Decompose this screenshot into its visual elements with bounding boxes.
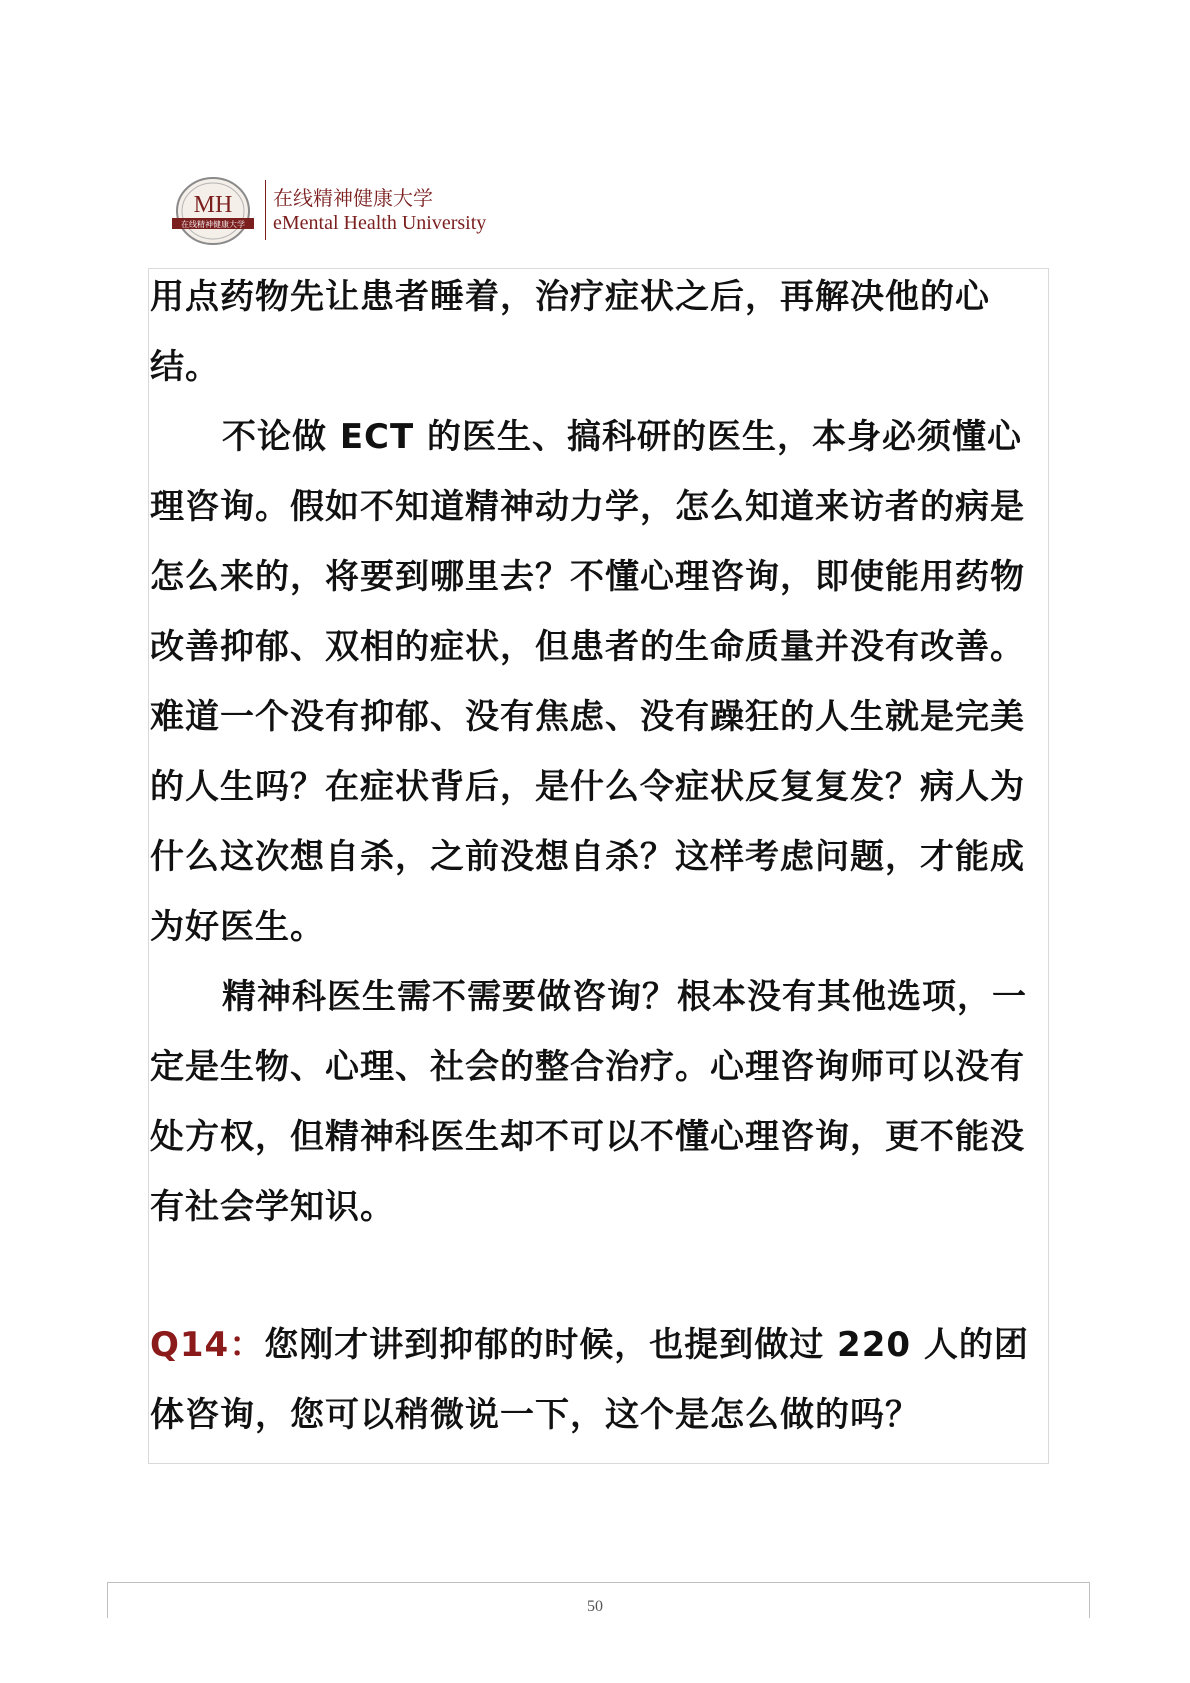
seal-emblem-icon bbox=[170, 176, 256, 246]
question-q14 bbox=[150, 1310, 1052, 1450]
logo-divider bbox=[265, 180, 266, 240]
seal-ribbon-text: 在线精神健康大学 bbox=[181, 220, 245, 229]
logo-name-en: eMental Health University bbox=[273, 212, 487, 234]
footer-rule bbox=[107, 1582, 1090, 1583]
paragraph-1: 用点药物先让患者睡着，治疗症状之后，再解决他的心结。 bbox=[150, 277, 990, 387]
paragraph-2: 不论做 ECT 的医生、搞科研的医生，本身必须懂心理咨询。假如不知道精神动力学，怎么知道来访者的病是怎么来的，将要到哪里去？不懂心理咨询，即使能用药物改善抑郁、双相的症状，但患者的生命质量并没有改善。难道一个没有抑郁、没有焦虑、没有躁狂的人生就是完美的人生吗？在症状背后，是什么令症状反复复发？病人为什么这次想自杀，之前没想自杀？这样考虑问题，才能成为好医生。 bbox=[150, 417, 1025, 947]
question-text: 您刚才讲到抑郁的时候，也提到做过 220 人的团体咨询，您可以稍微说一下，这个是怎么做的吗？ bbox=[150, 1325, 1029, 1435]
logo-name-cn: 在线精神健康大学 bbox=[273, 186, 433, 210]
university-logo bbox=[170, 172, 500, 250]
page-number: 50 bbox=[587, 1598, 603, 1615]
seal-text: MH bbox=[193, 192, 233, 218]
body-content bbox=[150, 262, 1052, 1450]
paragraph-3: 精神科医生需不需要做咨询？根本没有其他选项，一定是生物、心理、社会的整合治疗。心理咨询师可以没有处方权，但精神科医生却不可以不懂心理咨询，更不能没有社会学知识。 bbox=[150, 977, 1027, 1227]
question-label: Q14： bbox=[150, 1325, 265, 1365]
